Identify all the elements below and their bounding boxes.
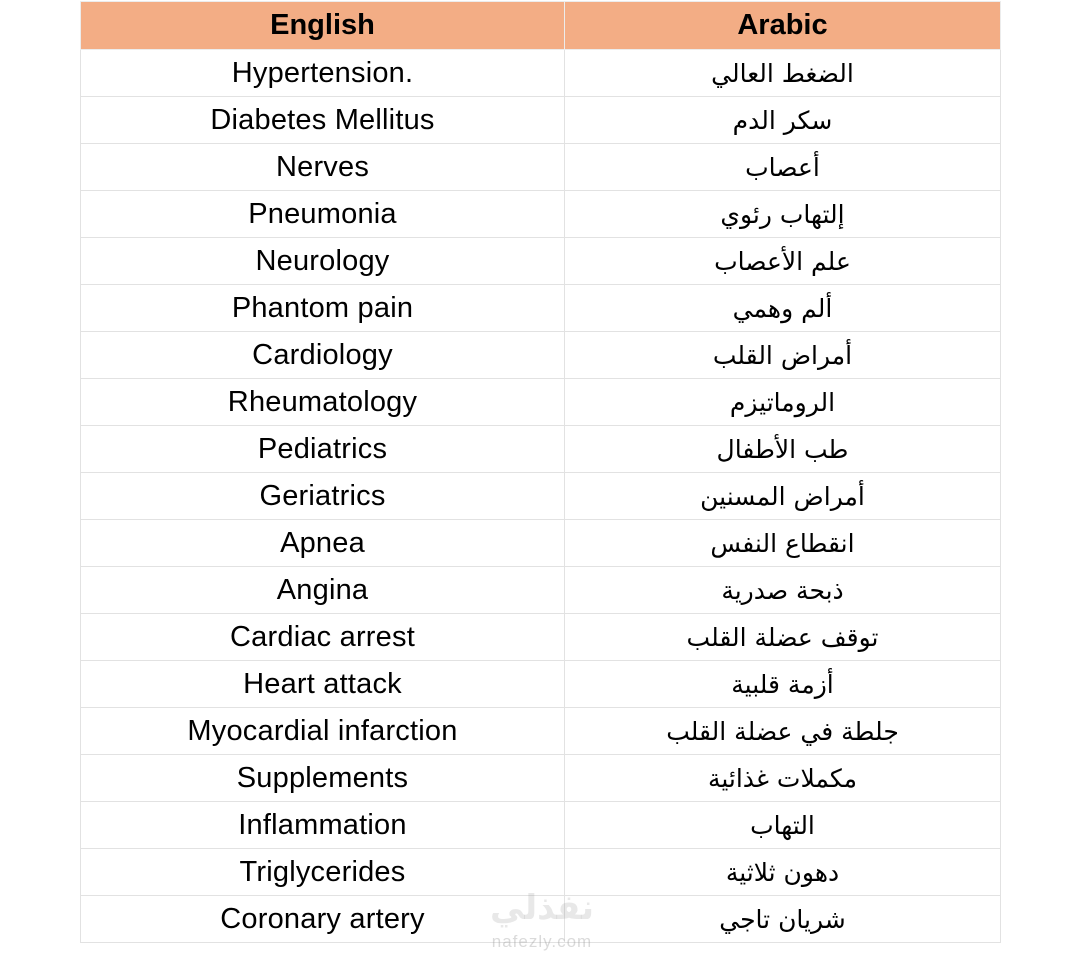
english-term: Apnea: [280, 526, 365, 559]
arabic-term: انقطاع النفس: [710, 528, 855, 558]
cell-arabic: [565, 426, 1001, 473]
cell-english: [81, 238, 565, 285]
table-row: [81, 520, 1001, 567]
table-body: [81, 50, 1001, 943]
table-row: [81, 379, 1001, 426]
watermark-brand: نفذلي: [489, 888, 595, 928]
cell-english: [81, 708, 565, 755]
cell-english: [81, 802, 565, 849]
arabic-term: جلطة في عضلة القلب: [666, 716, 899, 746]
english-term: Heart attack: [243, 667, 402, 700]
arabic-term: مكملات غذائية: [707, 763, 858, 793]
english-term: Angina: [276, 573, 369, 606]
cell-arabic: [565, 755, 1001, 802]
cell-arabic: [565, 97, 1001, 144]
cell-english: [81, 849, 565, 896]
arabic-term: ذبحة صدرية: [721, 575, 844, 605]
cell-arabic: [565, 708, 1001, 755]
table-row: [81, 332, 1001, 379]
cell-arabic: [565, 802, 1001, 849]
cell-english: [81, 97, 565, 144]
english-term: Pediatrics: [257, 432, 388, 465]
english-term: Neurology: [255, 244, 390, 277]
table-row: [81, 896, 1001, 943]
arabic-term: ألم وهمي: [732, 293, 833, 323]
cell-english: [81, 285, 565, 332]
english-term: Nerves: [275, 150, 370, 183]
arabic-term: إلتهاب رئوي: [720, 199, 845, 229]
english-term: Coronary artery: [220, 902, 425, 935]
cell-arabic: [565, 285, 1001, 332]
cell-english: [81, 661, 565, 708]
cell-english: [81, 614, 565, 661]
table-row: [81, 567, 1001, 614]
cell-english: [81, 473, 565, 520]
arabic-term: دهون ثلاثية: [725, 857, 840, 887]
english-term: Phantom pain: [231, 291, 414, 324]
arabic-term: أزمة قلبية: [731, 669, 834, 699]
table-row: [81, 50, 1001, 97]
table-row: [81, 802, 1001, 849]
table-row: [81, 849, 1001, 896]
table-row: [81, 661, 1001, 708]
cell-arabic: [565, 50, 1001, 97]
table-row: [81, 473, 1001, 520]
english-term: Diabetes Mellitus: [210, 103, 435, 136]
table-row: [81, 238, 1001, 285]
cell-english: [81, 567, 565, 614]
cell-english: [81, 896, 565, 943]
cell-arabic: [565, 144, 1001, 191]
cell-arabic: [565, 567, 1001, 614]
arabic-term: الروماتيزم: [729, 387, 836, 417]
cell-english: [81, 332, 565, 379]
arabic-term: أمراض المسنين: [700, 481, 865, 511]
table-row: [81, 708, 1001, 755]
english-term: Triglycerides: [239, 855, 406, 888]
english-term: Inflammation: [238, 808, 407, 841]
arabic-term: طب الأطفال: [716, 434, 849, 464]
cell-arabic: [565, 896, 1001, 943]
cell-arabic: [565, 661, 1001, 708]
english-term: Supplements: [236, 761, 409, 794]
english-term: Rheumatology: [227, 385, 418, 418]
cell-arabic: [565, 614, 1001, 661]
cell-english: [81, 379, 565, 426]
cell-arabic: [565, 238, 1001, 285]
header-arabic: Arabic: [565, 2, 1001, 50]
table-row: [81, 97, 1001, 144]
cell-arabic: [565, 332, 1001, 379]
watermark-site: nafezly.com: [491, 932, 593, 951]
table-row: [81, 614, 1001, 661]
cell-arabic: [565, 849, 1001, 896]
cell-arabic: [565, 520, 1001, 567]
header-english: English: [81, 2, 565, 50]
cell-english: [81, 755, 565, 802]
arabic-term: شريان تاجي: [719, 904, 846, 934]
english-term: Geriatrics: [259, 479, 386, 512]
table-row: [81, 755, 1001, 802]
arabic-term: أمراض القلب: [712, 340, 853, 370]
arabic-term: علم الأعصاب: [714, 246, 851, 276]
arabic-term: أعصاب: [745, 152, 820, 182]
table-header: [81, 2, 1001, 50]
table-row: [81, 285, 1001, 332]
cell-arabic: [565, 473, 1001, 520]
cell-english: [81, 144, 565, 191]
english-term: Pneumonia: [248, 197, 397, 230]
english-term: Myocardial infarction: [187, 714, 458, 747]
glossary-table: [80, 1, 1001, 943]
table-row: [81, 144, 1001, 191]
english-term: Hypertension.: [231, 56, 414, 89]
arabic-term: توقف عضلة القلب: [686, 622, 879, 652]
cell-arabic: [565, 379, 1001, 426]
cell-english: [81, 520, 565, 567]
english-term: Cardiology: [252, 338, 393, 371]
english-term: Cardiac arrest: [230, 620, 415, 653]
arabic-term: التهاب: [750, 810, 815, 840]
cell-english: [81, 426, 565, 473]
cell-english: [81, 191, 565, 238]
header-row: [81, 2, 1001, 50]
table-row: [81, 426, 1001, 473]
table-row: [81, 191, 1001, 238]
cell-arabic: [565, 191, 1001, 238]
arabic-term: سكر الدم: [732, 105, 833, 135]
arabic-term: الضغط العالي: [711, 58, 854, 88]
cell-english: [81, 50, 565, 97]
